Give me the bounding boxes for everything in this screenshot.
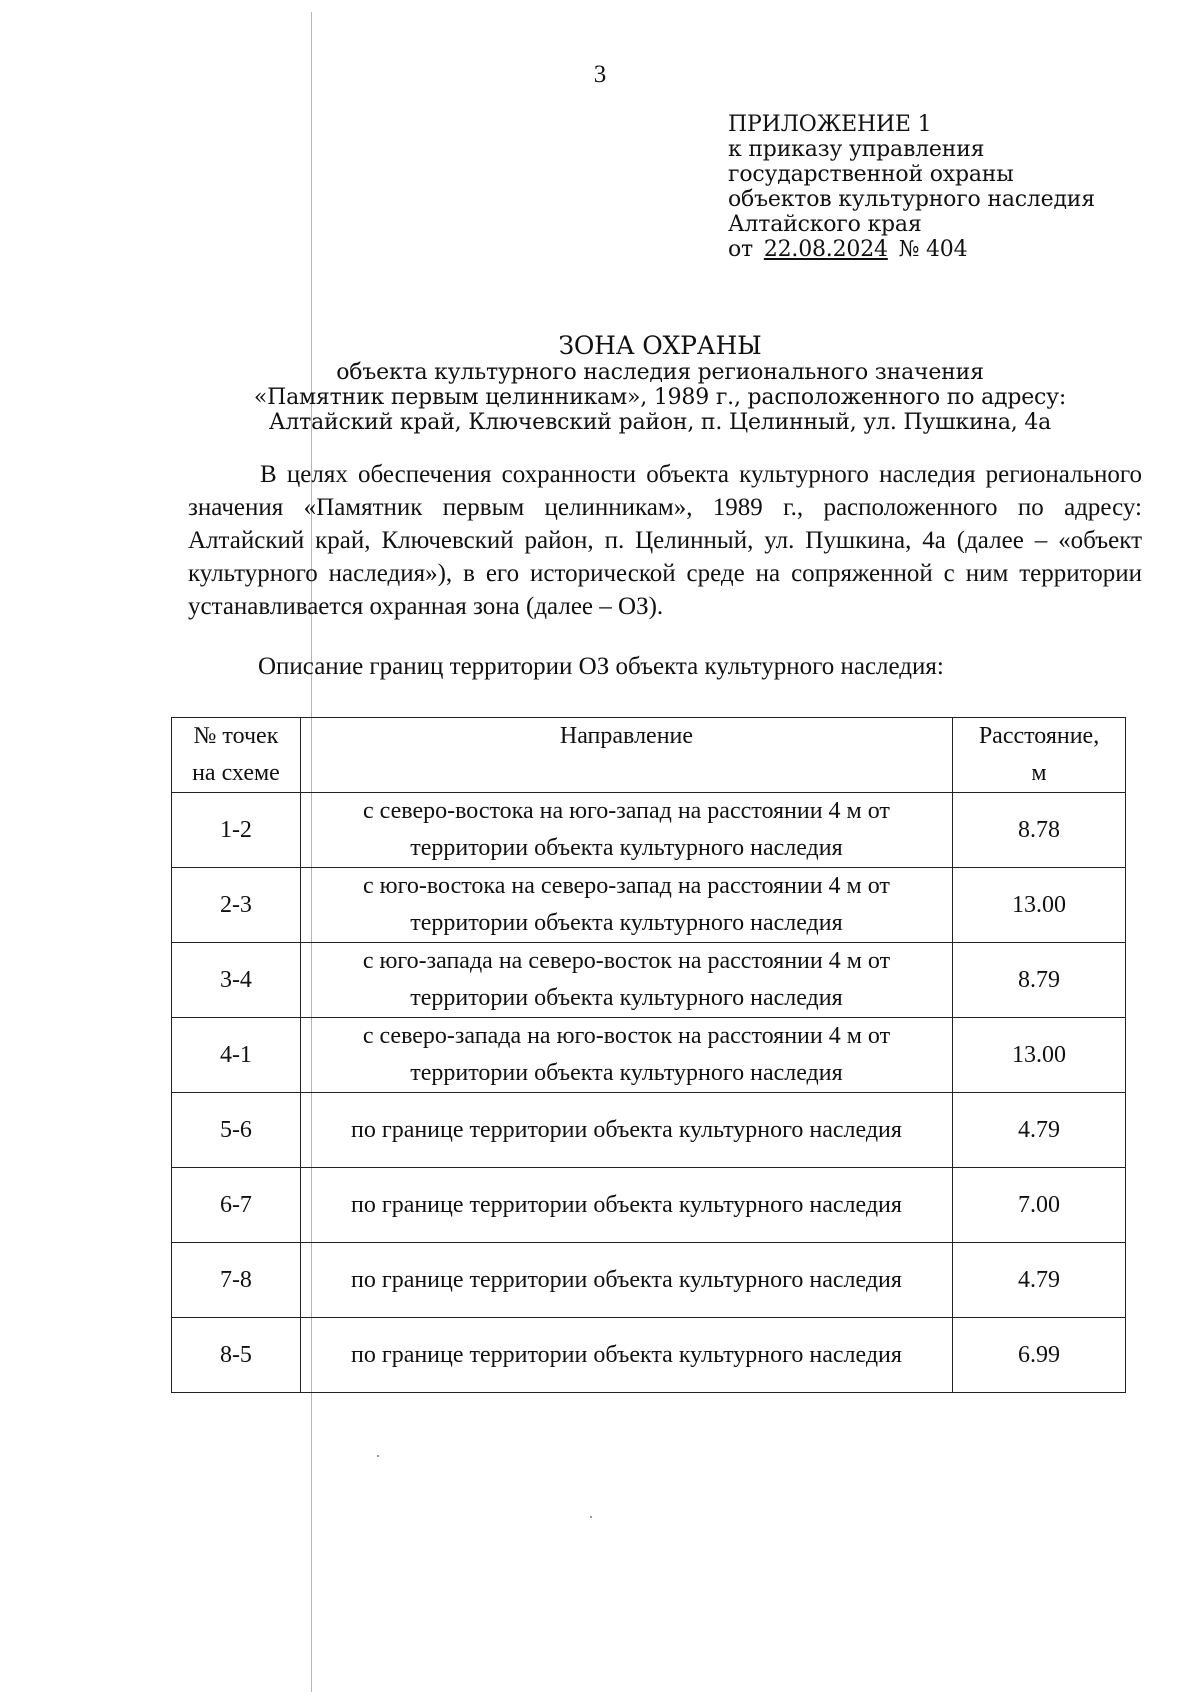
- header-points-line-1: № точек: [193, 723, 279, 749]
- cell-points: 8-5: [172, 1318, 301, 1393]
- table-row: [172, 1318, 1126, 1393]
- page-number: 3: [593, 61, 607, 88]
- header-direction: Направление: [300, 718, 952, 793]
- table-row: [172, 943, 1126, 1018]
- cell-direction: по границе территории объекта культурного наследия: [300, 1168, 952, 1243]
- table-row: [172, 793, 1126, 868]
- appendix-line-2: государственной охраны: [728, 162, 1014, 187]
- cell-distance: 4.79: [953, 1093, 1126, 1168]
- cell-direction: по границе территории объекта культурного наследия: [300, 1093, 952, 1168]
- table-header-row: [172, 718, 1126, 793]
- cell-points: 3-4: [172, 943, 301, 1018]
- appendix-date-prefix: от: [728, 237, 754, 262]
- cell-points: 4-1: [172, 1018, 301, 1093]
- appendix-block: [728, 112, 1095, 262]
- cell-distance: 7.00: [953, 1168, 1126, 1243]
- cell-points: 1-2: [172, 793, 301, 868]
- boundary-table: [171, 717, 1126, 1393]
- cell-points: 7-8: [172, 1243, 301, 1318]
- cell-distance: 6.99: [953, 1318, 1126, 1393]
- appendix-number: № 404: [898, 237, 968, 262]
- appendix-line-4: Алтайского края: [728, 212, 922, 237]
- header-distance-line-1: Расстояние,: [978, 723, 1100, 749]
- cell-direction: по границе территории объекта культурного наследия: [300, 1243, 952, 1318]
- cell-direction: с северо-востока на юго-запад на расстоянии 4 м от территории объекта культурного наследия: [300, 793, 952, 868]
- zone-subtitle-1: объекта культурного наследия регионального значения: [336, 360, 984, 385]
- cell-direction: с северо-запада на юго-восток на расстоянии 4 м от территории объекта культурного наследия: [300, 1018, 952, 1093]
- cell-distance: 13.00: [953, 868, 1126, 943]
- cell-points: 5-6: [172, 1093, 301, 1168]
- table-row: [172, 1168, 1126, 1243]
- cell-distance: 4.79: [953, 1243, 1126, 1318]
- scan-speck: [377, 1455, 379, 1457]
- header-distance: [953, 718, 1126, 793]
- appendix-line-3: объектов культурного наследия: [728, 187, 1095, 212]
- cell-points: 2-3: [172, 868, 301, 943]
- appendix-date-line: [728, 237, 1095, 262]
- table-row: [172, 868, 1126, 943]
- scan-speck: [590, 1516, 592, 1518]
- zone-subtitle-3: Алтайский край, Ключевский район, п. Целинный, ул. Пушкина, 4а: [268, 410, 1052, 435]
- table-row: [172, 1018, 1126, 1093]
- zone-subtitle-2: «Памятник первым целинникам», 1989 г., расположенного по адресу:: [253, 385, 1067, 410]
- table-row: [172, 1093, 1126, 1168]
- appendix-line-1: к приказу управления: [728, 137, 985, 162]
- cell-points: 6-7: [172, 1168, 301, 1243]
- zone-heading: [0, 332, 1200, 435]
- header-points: [172, 718, 301, 793]
- appendix-title: ПРИЛОЖЕНИЕ 1: [728, 112, 932, 137]
- cell-distance: 8.78: [953, 793, 1126, 868]
- appendix-date: 22.08.2024: [763, 237, 888, 262]
- cell-direction: с юго-востока на северо-запад на расстоянии 4 м от территории объекта культурного наследия: [300, 868, 952, 943]
- intro-paragraph: В целях обеспечения сохранности объекта культурного наследия регионального значения «Памятник первым целинникам», 1989 г., расположенного по адресу: Алтайский край, Ключевский район, п. Целинный, ул. Пушкина, 4а (далее – «объект культурного наследия»), в его исторической среде на сопряженной с ним территории устанавливается охранная зона (далее – ОЗ).: [188, 461, 1142, 620]
- zone-title: ЗОНА ОХРАНЫ: [558, 331, 762, 360]
- cell-direction: по границе территории объекта культурного наследия: [300, 1318, 952, 1393]
- table-row: [172, 1243, 1126, 1318]
- header-distance-line-2: м: [1031, 760, 1047, 786]
- header-points-line-2: на схеме: [192, 760, 280, 786]
- cell-direction: с юго-запада на северо-восток на расстоянии 4 м от территории объекта культурного наследия: [300, 943, 952, 1018]
- table-caption: Описание границ территории ОЗ объекта культурного наследия:: [258, 653, 944, 680]
- cell-distance: 8.79: [953, 943, 1126, 1018]
- cell-distance: 13.00: [953, 1018, 1126, 1093]
